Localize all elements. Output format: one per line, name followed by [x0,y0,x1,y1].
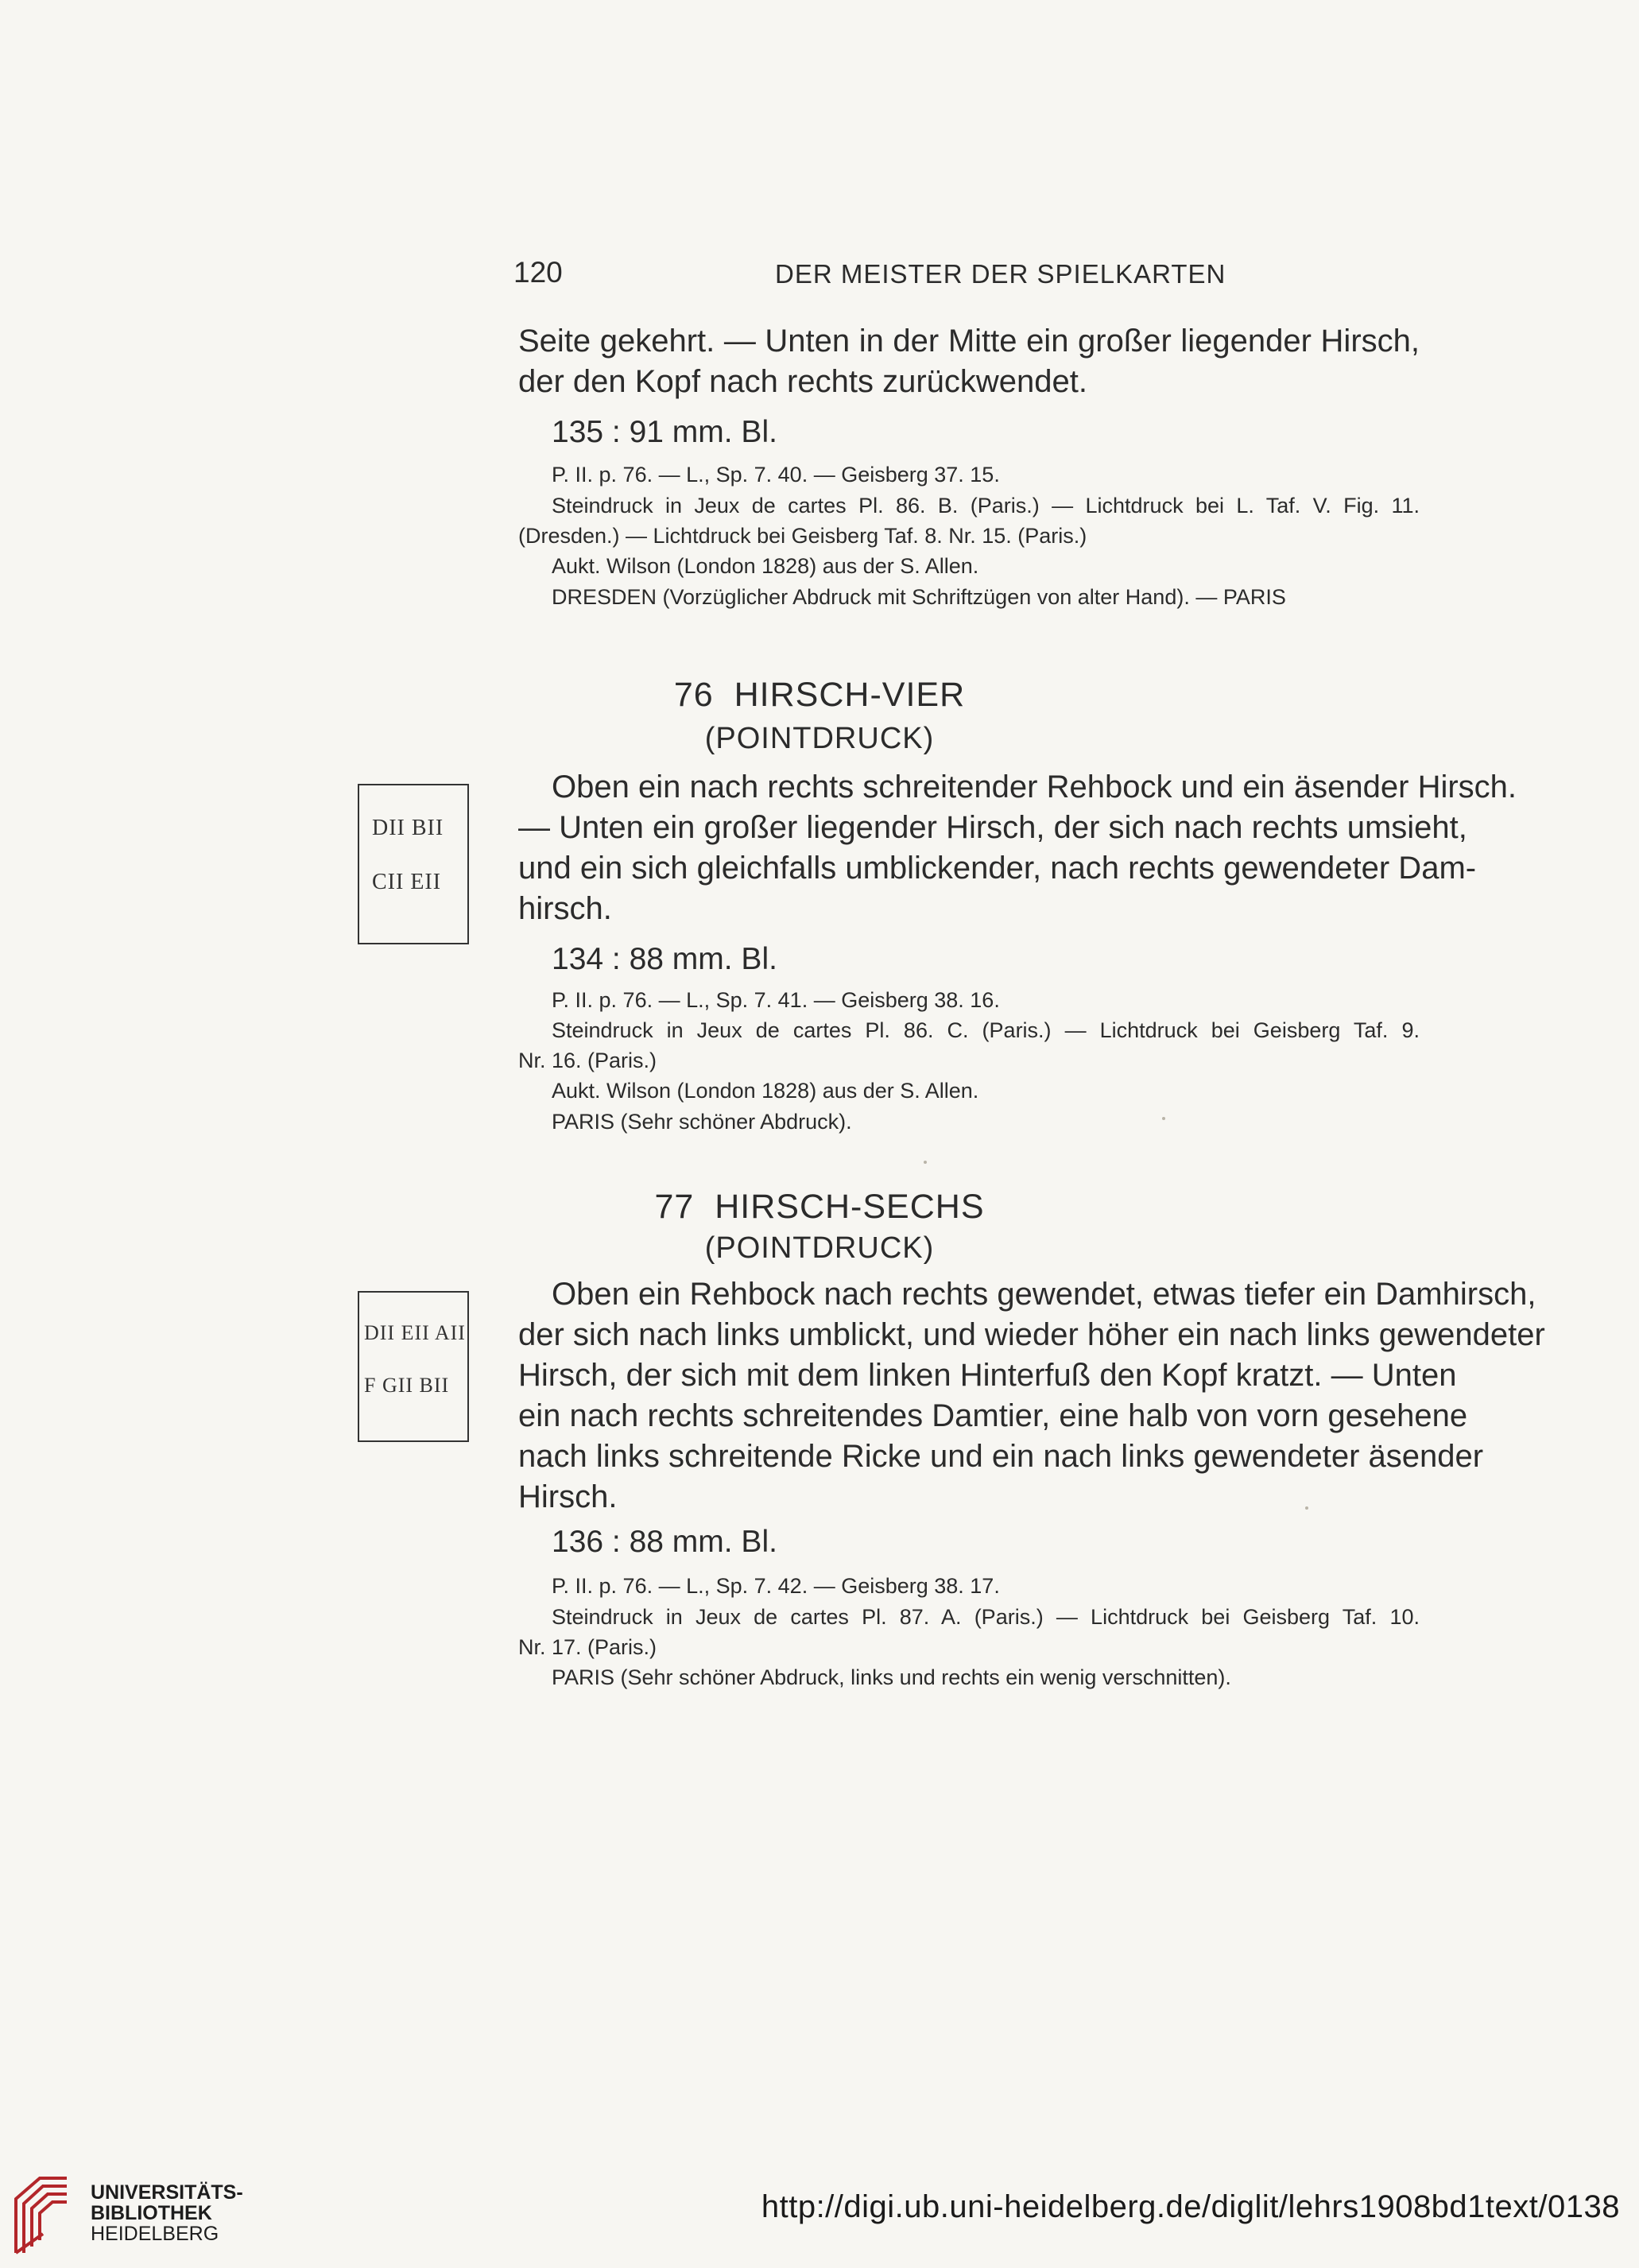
ub-heidelberg-logo-icon [11,2167,72,2254]
library-line: HEIDELBERG [91,2223,219,2245]
library-name [91,2182,243,2244]
reference-line: PARIS (Sehr schöner Abdruck). [552,1110,852,1134]
state-row: CII EII [372,870,442,894]
reference-line: (Dresden.) — Lichtdruck bei Geisberg Taf. 8. Nr. 15. (Paris.) [518,524,1087,548]
text-line: — Unten ein großer liegender Hirsch, der sich nach rechts umsieht, [518,810,1467,845]
state-table [358,1291,469,1442]
section-76-measure: 134 : 88 mm. Bl. [552,942,777,976]
text-line: Oben ein Rehbock nach rechts gewendet, etwas tiefer ein Damhirsch, [552,1277,1536,1312]
paper-speck [1162,1117,1165,1120]
reference-line: Aukt. Wilson (London 1828) aus der S. Allen. [552,554,979,578]
catalog-title: HIRSCH-SECHS [715,1188,985,1226]
section-76-subtitle: (POINTDRUCK) [704,722,935,755]
reference-line: Nr. 16. (Paris.) [518,1049,657,1072]
reference-line: PARIS (Sehr schöner Abdruck, links und rechts ein wenig verschnitten). [552,1665,1231,1689]
paper-speck [1305,1506,1308,1510]
state-row: DII EII AII [364,1321,466,1344]
reference-line: Steindruck in Jeux de cartes Pl. 87. A. (Paris.) — Lichtdruck bei Geisberg Taf. 10. [552,1605,1420,1629]
reference-line: P. II. p. 76. — L., Sp. 7. 40. — Geisberg 37. 15. [552,463,1000,487]
text-line: der den Kopf nach rechts zurückwendet. [518,364,1087,399]
section-77-heading [0,1188,1639,1227]
text-line: und ein sich gleichfalls umblickender, nach rechts gewendeter Dam- [518,851,1477,886]
library-line: BIBLIOTHEK [91,2202,212,2224]
reference-line: Steindruck in Jeux de cartes Pl. 86. C. (Paris.) — Lichtdruck bei Geisberg Taf. 9. [552,1018,1420,1042]
text-line: der sich nach links umblickt, und wieder höher ein nach links gewendeter [518,1317,1545,1352]
reference-line: Steindruck in Jeux de cartes Pl. 86. B. (Paris.) — Lichtdruck bei L. Taf. V. Fig. 11. [552,494,1420,518]
reference-line: DRESDEN (Vorzüglicher Abdruck mit Schriftzügen von alter Hand). — PARIS [552,585,1286,609]
page-number: 120 [513,256,563,289]
library-line: UNIVERSITÄTS- [91,2181,243,2204]
text-line: Seite gekehrt. — Unten in der Mitte ein großer liegender Hirsch, [518,324,1420,359]
footer-bar [0,2146,1639,2268]
reference-line: P. II. p. 76. — L., Sp. 7. 41. — Geisberg 38. 16. [552,988,1000,1012]
text-line: hirsch. [518,891,612,926]
state-row: DII BII [372,816,444,840]
section-77-subtitle: (POINTDRUCK) [704,1231,935,1265]
text-line: Hirsch, der sich mit dem linken Hinterfuß den Kopf kratzt. — Unten [518,1358,1457,1393]
paper-speck [924,1161,927,1164]
catalog-number: 76 [673,676,714,714]
text-line: ein nach rechts schreitendes Damtier, eine halb von vorn gesehene [518,1398,1468,1433]
catalog-number: 77 [654,1188,695,1226]
state-table [358,784,469,944]
section-76-heading [0,676,1639,715]
section-75-measure: 135 : 91 mm. Bl. [552,415,777,449]
catalog-title: HIRSCH-VIER [734,676,966,714]
reference-line: Nr. 17. (Paris.) [518,1635,657,1659]
state-row: F GII BII [364,1374,450,1397]
reference-line: P. II. p. 76. — L., Sp. 7. 42. — Geisberg 38. 17. [552,1574,1000,1598]
source-url-link[interactable]: http://digi.ub.uni-heidelberg.de/diglit/lehrs1908bd1text/0138 [761,2189,1620,2224]
running-title: DER MEISTER DER SPIELKARTEN [775,259,1226,289]
text-line: Oben ein nach rechts schreitender Rehbock und ein äsender Hirsch. [552,770,1517,804]
text-line: nach links schreitende Ricke und ein nach links gewendeter äsender [518,1439,1484,1474]
text-line: Hirsch. [518,1479,618,1514]
section-77-measure: 136 : 88 mm. Bl. [552,1525,777,1559]
reference-line: Aukt. Wilson (London 1828) aus der S. Allen. [552,1079,979,1103]
